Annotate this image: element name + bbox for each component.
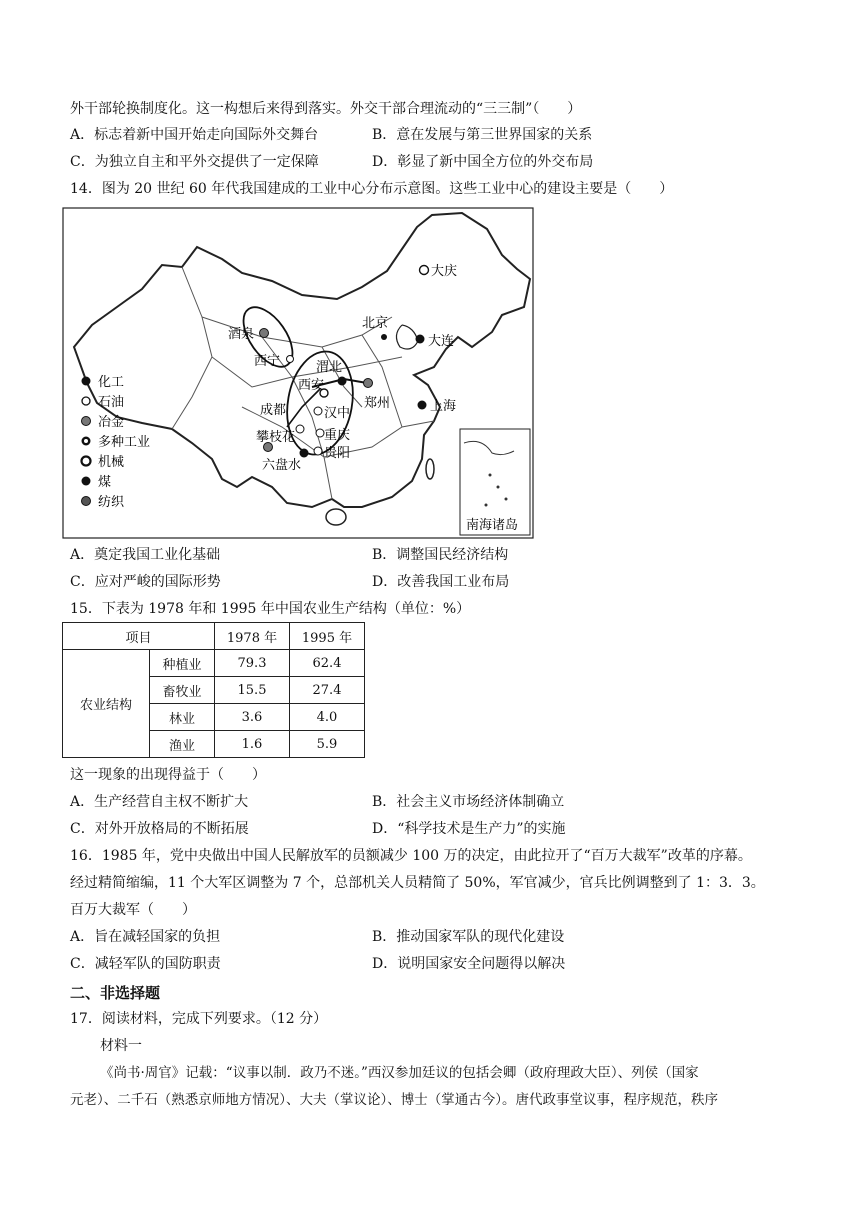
q16-option-d: D．说明国家安全问题得以解决 xyxy=(372,956,566,972)
table-header-row xyxy=(63,623,365,650)
q14-option-d: D．改善我国工业布局 xyxy=(372,574,510,590)
table-header-item: 项目 xyxy=(63,623,215,650)
legend-metallurgy: 冶金 xyxy=(98,415,125,430)
q13-stem-tail: 外干部轮换制度化。这一构想后来得到落实。外交干部合理流动的“三三制”（ ） xyxy=(70,101,582,117)
legend-multi-industry: 多种工业 xyxy=(98,435,151,450)
table-cell-item: 畜牧业 xyxy=(150,677,215,704)
q16-option-a: A．旨在减轻国家的负担 xyxy=(70,929,221,945)
table-row xyxy=(63,650,365,677)
table-header-1978: 1978 年 xyxy=(215,623,290,650)
table-cell-1978: 79.3 xyxy=(215,650,290,677)
inset-label: 南海诸岛 xyxy=(466,518,519,533)
table-cell-item: 林业 xyxy=(150,704,215,731)
q13-option-b: B．意在发展与第三世界国家的关系 xyxy=(372,127,593,143)
legend-coal: 煤 xyxy=(98,475,112,490)
q15-option-c: C．对外开放格局的不断拓展 xyxy=(70,821,249,837)
city-xian: 西安 xyxy=(298,378,325,393)
material-line-1: 《尚书·周官》记载：“议事以制．政乃不迷。”西汉参加廷议的包括会卿（政府理政大臣）、列侯（国家 xyxy=(100,1065,699,1081)
q14-option-a: A．奠定我国工业化基础 xyxy=(70,547,221,563)
q14-option-b: B．调整国民经济结构 xyxy=(372,547,509,563)
q15-stem: 15．下表为 1978 年和 1995 年中国农业生产结构（单位：%） xyxy=(70,601,471,617)
table-cell-1995: 4.0 xyxy=(290,704,365,731)
q17-stem: 17．阅读材料，完成下列要求。（12 分） xyxy=(70,1011,328,1027)
table-cell-1978: 3.6 xyxy=(215,704,290,731)
legend-machinery: 机械 xyxy=(98,455,125,470)
city-shanghai: 上海 xyxy=(430,399,457,414)
city-chongqing: 重庆 xyxy=(324,428,351,443)
city-guiyang: 贵阳 xyxy=(324,446,351,461)
city-zhengzhou: 郑州 xyxy=(364,396,391,411)
q16-option-b: B．推动国家军队的现代化建设 xyxy=(372,929,565,945)
q15-option-a: A．生产经营自主权不断扩大 xyxy=(70,794,249,810)
q13-option-d: D．彰显了新中国全方位的外交布局 xyxy=(372,154,594,170)
q15-option-b: B．社会主义市场经济体制确立 xyxy=(372,794,565,810)
table-cell-1995: 5.9 xyxy=(290,731,365,758)
legend-oil: 石油 xyxy=(98,395,125,410)
legend-chemical: 化工 xyxy=(98,375,125,390)
city-xining: 西宁 xyxy=(254,354,281,369)
table-group-label: 农业结构 xyxy=(63,650,150,758)
city-panzhihua: 攀枝花 xyxy=(256,430,296,445)
table-cell-item: 种植业 xyxy=(150,650,215,677)
section-title: 二、非选择题 xyxy=(70,984,161,1002)
material-label: 材料一 xyxy=(100,1038,142,1054)
city-dalian: 大连 xyxy=(428,334,455,349)
industrial-centers-map xyxy=(62,207,534,539)
table-cell-1978: 1.6 xyxy=(215,731,290,758)
city-hanzhong: 汉中 xyxy=(324,406,351,421)
q14-stem: 14．图为 20 世纪 60 年代我国建成的工业中心分布示意图。这些工业中心的建设主要是（ ） xyxy=(70,181,674,197)
table-cell-1995: 27.4 xyxy=(290,677,365,704)
table-cell-1978: 15.5 xyxy=(215,677,290,704)
city-jiuquan: 酒泉 xyxy=(228,327,255,342)
q13-option-c: C．为独立自主和平外交提供了一定保障 xyxy=(70,154,319,170)
q16-stem-line-2: 经过精简缩编，11 个大军区调整为 7 个，总部机关人员精简了 50%，军官减少，官兵比例调整到了 1：3．3。 xyxy=(70,875,765,891)
q16-stem-line-3: 百万大裁军（ ） xyxy=(70,902,196,918)
city-weibei: 渭北 xyxy=(316,360,343,375)
city-chengdu: 成都 xyxy=(260,403,287,418)
city-beijing: 北京 xyxy=(362,316,389,331)
q15-question: 这一现象的出现得益于（ ） xyxy=(70,767,266,783)
table-cell-item: 渔业 xyxy=(150,731,215,758)
table-header-1995: 1995 年 xyxy=(290,623,365,650)
q13-option-a: A．标志着新中国开始走向国际外交舞台 xyxy=(70,127,319,143)
table-cell-1995: 62.4 xyxy=(290,650,365,677)
q16-stem-line-1: 16．1985 年，党中央做出中国人民解放军的员额减少 100 万的决定，由此拉开了“百万大裁军”改革的序幕。 xyxy=(70,848,752,864)
q14-option-c: C．应对严峻的国际形势 xyxy=(70,574,221,590)
legend-textile: 纺织 xyxy=(98,495,125,510)
material-line-2: 元老）、二千石（熟悉京师地方情况）、大夫（掌议论）、博士（掌通古今）。唐代政事堂议事，程序规范，秩序 xyxy=(70,1092,718,1108)
q16-option-c: C．减轻军队的国防职责 xyxy=(70,956,221,972)
city-daqing: 大庆 xyxy=(431,264,458,279)
q15-option-d: D．“科学技术是生产力”的实施 xyxy=(372,821,566,837)
agriculture-structure-table xyxy=(62,622,365,758)
city-liupanshui: 六盘水 xyxy=(262,458,302,473)
